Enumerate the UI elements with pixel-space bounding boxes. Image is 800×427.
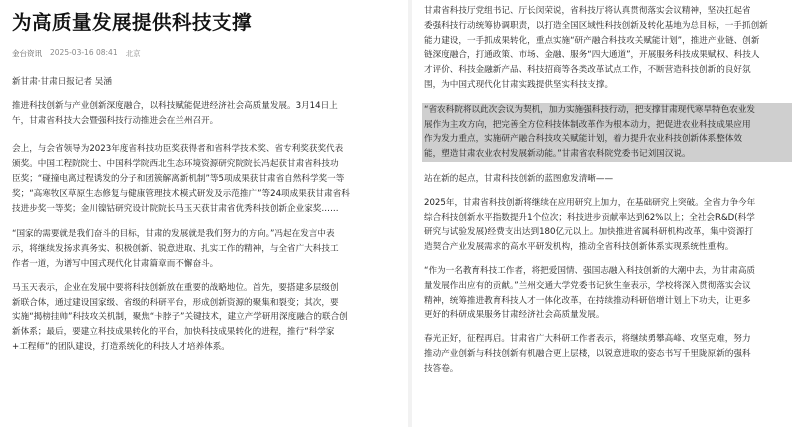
- text-line: 才评价、科技金融新产品、科技招商等各类改革试点工作，不断营造科技创新的良好氛: [424, 65, 751, 76]
- text-line: 量发展作出应有的贡献。”兰州交通大学党委书记狄生奎表示，学校将深入贯彻落实会议: [424, 280, 751, 291]
- text-line: 甘肃省科技厅党组书记、厅长闵荣说，省科技厅将认真贯彻落实会议精神，坚决扛起省: [424, 6, 751, 16]
- article-time: 2025-03-16 08:41: [50, 48, 118, 57]
- text-line: 委强科技行动统筹协调职责，以打造全国区域性科技创新及转化基地为总目标，一手抓创新: [424, 20, 768, 31]
- paragraph-intro: [12, 99, 398, 129]
- paragraph-closing: [424, 332, 790, 376]
- text-line: 马玉天表示，企业在发展中要将科技创新放在重要的战略地位。首先，要搭建多层级创: [12, 282, 339, 293]
- text-line: 能，塑造甘肃农业农村发展新动能。”甘肃省农科院党委书记刘国汉说。: [424, 149, 691, 160]
- text-line: 造契合产业发展需求的高水平研发机构，推动全省科技创新体系实现系统性重构。: [424, 242, 734, 253]
- paragraph-di-shengkui: [424, 264, 790, 323]
- text-line: 推动产业创新与科技创新有机融合更上层楼，以锐意进取的姿态书写千里陇原新的强科: [424, 348, 751, 359]
- article-title: 为高质量发展提供科技支撑: [12, 11, 253, 34]
- paragraph-ma-yutian: [12, 281, 398, 355]
- paragraph-2025-goals: [424, 196, 790, 255]
- text-line: 实施“揭榜挂帅”科技攻关机制，聚焦“卡脖子”关键技术，建立产学研用深度融合的联合创: [12, 312, 348, 323]
- text-line: 展作为主攻方向，把完善全方位科技体制改革作为根本动力，把促进农业科技成果应用: [424, 119, 751, 130]
- text-line: 技进步奖一等奖；金川镍钴研究设计院院长马玉天获甘肃省优秀科技创新企业家奖……: [12, 203, 339, 214]
- paragraph-feng-qi-quote: [12, 227, 398, 271]
- article-source[interactable]: 金台资讯: [12, 49, 42, 58]
- text-line: 新联合体，通过建设国家级、省级的科研平台，形成创新资源的聚集和裂变；其次，要: [12, 297, 339, 308]
- reporter-byline: 新甘肃·甘肃日报记者 吴涵: [12, 77, 112, 87]
- text-line: 更好的科研成果服务甘肃经济社会高质量发展。: [424, 310, 605, 321]
- text-line: 围，为中国式现代化甘肃实践提供坚实科技支撑。: [424, 79, 614, 90]
- text-line: 奖；“高寒牧区草原生态修复与健康管理技术模式研发及示范推广”等24项成果获甘肃省科: [12, 188, 350, 199]
- text-line: 能力建设，一手抓成果转化，重点实施“研产融合科技攻关赋能计划”，推进产业链、创新: [424, 35, 760, 46]
- paragraph-awards: [12, 142, 398, 216]
- text-line: 臣奖；“碰撞电离过程诱发的分子和团簇解离新机制”等5项成果获甘肃省自然科学奖一等: [12, 173, 345, 184]
- paragraph-blueprint: [424, 172, 790, 187]
- text-line: 颁奖。中国工程院院士、中国科学院西北生态环境资源研究院院长冯起获甘肃省科技功: [12, 159, 339, 170]
- paragraph-highlighted-quote: [422, 103, 792, 162]
- paragraph-min-rong: [424, 4, 790, 93]
- text-line: 综合科技创新水平指数提升1个位次；科技进步贡献率达到62%以上；全社会R&D(科学: [424, 212, 755, 223]
- text-line: 午，甘肃省科技大会暨强科技行动推进会在兰州召开。: [12, 115, 219, 126]
- text-line: +工程师”的团队建设，打造系统化的科技人才培养体系。: [12, 341, 230, 352]
- text-line: 精神，统筹推进教育科技人才一体化改革，在持续推动科研倍增计划上下功夫，让更多: [424, 295, 751, 306]
- text-line: 会上，与会省领导为2023年度省科技功臣奖获得者和省科学技术奖、省专利奖获奖代表: [12, 144, 344, 155]
- text-line: 研究与试验发展)经费支出达到180亿元以上。加快推进省属科研机构改革，集中资源打: [424, 227, 754, 238]
- text-line: 作者一道，为谱写中国式现代化甘肃篇章而不懈奋斗。: [12, 258, 219, 269]
- text-line: 春光正好，征程再启。甘肃省广大科研工作者表示，将继续勇攀高峰、攻坚克难，努力: [424, 334, 751, 345]
- text-line: “国家的需要就是我们奋斗的目标，甘肃的发展就是我们努力的方向。”冯起在发言中表: [12, 229, 335, 240]
- text-line: 新体系；最后，要建立科技成果转化的平台，加快科技成果转化的进程，推行“科学家: [12, 327, 335, 338]
- text-line: 推进科技创新与产业创新深度融合，以科技赋能促进经济社会高质量发展。3月14日上: [12, 100, 338, 111]
- text-line: “省农科院将以此次会议为契机，加力实施强科技行动，把支撑甘肃现代寒旱特色农业发: [424, 104, 756, 115]
- article-location: 北京: [125, 49, 141, 58]
- text-line: 链深度融合，打通政策、市场、金融、服务“四大通道”，开展服务科技成果赋权、科技人: [424, 50, 760, 61]
- text-line: 2025年，甘肃省科技创新将继续在应用研究上加力，在基础研究上突破。全省力争今年: [424, 197, 756, 208]
- article-meta: [12, 48, 398, 59]
- text-line: 站在新的起点，甘肃科技创新的蓝图愈发清晰——: [424, 173, 614, 184]
- text-line: 作为发力重点，实施研产融合科技攻关赋能计划，着力提升农业科技创新体系整体效: [424, 134, 742, 145]
- text-line: 技答卷。: [424, 363, 459, 374]
- article-right-column: [412, 0, 800, 427]
- text-line: “作为一名教育科技工作者，将把爱国情、强国志融入科技创新的大潮中去，为甘肃高质: [424, 265, 756, 276]
- text-line: 示，将继续发扬求真务实、积极创新、锐意进取、扎实工作的精神，与全省广大科技工: [12, 244, 339, 255]
